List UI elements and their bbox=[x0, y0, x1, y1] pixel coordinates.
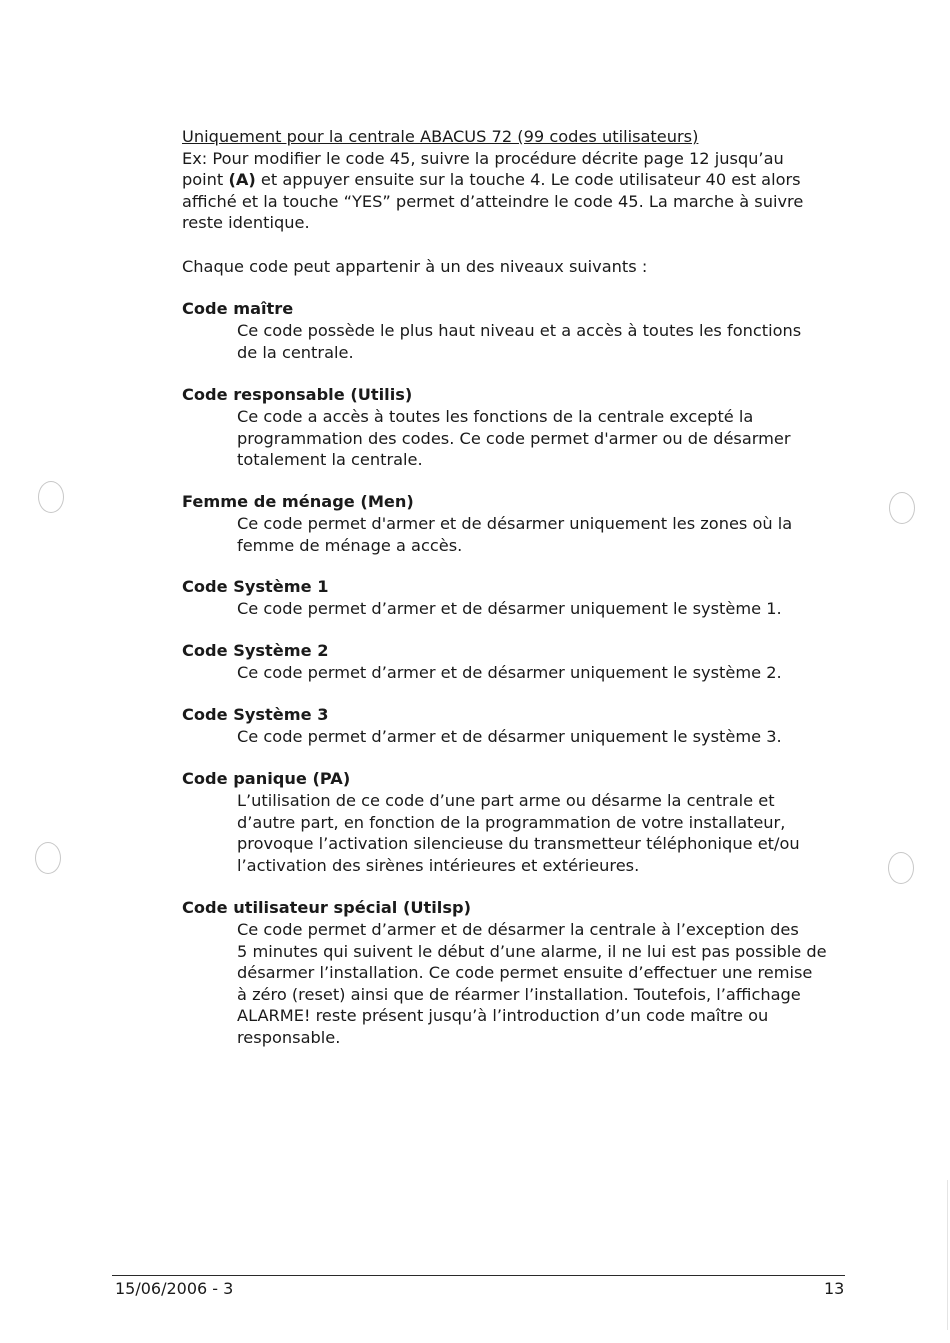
level-entry-master bbox=[182, 298, 850, 363]
description-line: programmation des codes. Ce code permet d'armer ou de désarmer bbox=[237, 428, 791, 448]
step-reference: (A) bbox=[228, 170, 256, 189]
intro-line-2-end: et appuyer ensuite sur la touche 4. Le code utilisateur 40 est alors bbox=[255, 170, 801, 189]
level-entry-system-3 bbox=[182, 704, 850, 748]
level-title: Code Système 3 bbox=[182, 705, 329, 724]
description-line: Ce code permet d’armer et de désarmer uniquement le système 2. bbox=[237, 663, 782, 682]
level-description bbox=[237, 320, 850, 363]
intro-line-2-start: point bbox=[182, 170, 229, 189]
description-line: Ce code permet d'armer et de désarmer uniquement les zones où la bbox=[237, 514, 793, 533]
description-line: ALARME! reste présent jusqu’à l’introduction d’un code maître ou bbox=[237, 1006, 769, 1025]
description-line: totalement la centrale. bbox=[237, 450, 423, 469]
level-title: Code panique (PA) bbox=[182, 769, 351, 788]
level-description bbox=[237, 790, 850, 876]
level-entry-special-user bbox=[182, 897, 850, 1048]
footer-rule bbox=[112, 1275, 845, 1276]
level-title: Code Système 2 bbox=[182, 641, 329, 660]
level-title: Code utilisateur spécial (Utilsp) bbox=[182, 898, 471, 917]
description-line: 5 minutes qui suivent le début d’une alarme, il ne lui est pas possible de bbox=[237, 941, 827, 961]
intro-line-2 bbox=[182, 169, 850, 191]
level-description bbox=[237, 662, 850, 684]
description-line: désarmer l’installation. Ce code permet ensuite d’effectuer une remise bbox=[237, 963, 813, 982]
description-line: l’activation des sirènes intérieures et extérieures. bbox=[237, 855, 640, 875]
level-description bbox=[237, 726, 850, 748]
level-description bbox=[237, 598, 850, 620]
intro-section bbox=[182, 126, 850, 277]
description-line: de la centrale. bbox=[237, 342, 354, 362]
punch-hole-left-top bbox=[38, 481, 64, 513]
punch-hole-right-top bbox=[889, 492, 915, 524]
level-title: Code responsable (Utilis) bbox=[182, 385, 413, 404]
description-line: à zéro (reset) ainsi que de réarmer l’installation. Toutefois, l’affichage bbox=[237, 984, 801, 1004]
level-description bbox=[237, 513, 850, 556]
level-entry-housekeeper bbox=[182, 491, 850, 556]
footer-date-version: 15/06/2006 - 3 bbox=[115, 1279, 234, 1298]
level-entry-system-2 bbox=[182, 640, 850, 684]
intro-line-3: affiché et la touche “YES” permet d’atteindre le code 45. La marche à suivre bbox=[182, 191, 804, 211]
description-line: Ce code permet d’armer et de désarmer la centrale à l’exception des bbox=[237, 920, 799, 939]
description-line: Ce code a accès à toutes les fonctions de la centrale excepté la bbox=[237, 407, 754, 426]
level-entry-system-1 bbox=[182, 576, 850, 620]
intro-line-1: Ex: Pour modifier le code 45, suivre la procédure décrite page 12 jusqu’au bbox=[182, 148, 784, 168]
description-line: responsable. bbox=[237, 1027, 341, 1047]
punch-hole-left-bottom bbox=[35, 842, 61, 874]
description-line: Ce code permet d’armer et de désarmer uniquement le système 3. bbox=[237, 727, 782, 746]
page-content bbox=[182, 126, 850, 1047]
level-entry-panic bbox=[182, 768, 850, 876]
level-title: Code Système 1 bbox=[182, 577, 329, 596]
level-description bbox=[237, 406, 850, 471]
levels-intro: Chaque code peut appartenir à un des niveaux suivants : bbox=[182, 256, 648, 276]
level-title: Femme de ménage (Men) bbox=[182, 492, 414, 511]
level-entry-responsible bbox=[182, 384, 850, 471]
description-line: femme de ménage a accès. bbox=[237, 535, 463, 555]
scan-edge-mark bbox=[947, 1180, 948, 1330]
level-title: Code maître bbox=[182, 299, 294, 318]
description-line: Ce code possède le plus haut niveau et a accès à toutes les fonctions bbox=[237, 321, 802, 340]
footer-page-number: 13 bbox=[824, 1279, 845, 1298]
description-line: d’autre part, en fonction de la programmation de votre installateur, bbox=[237, 812, 786, 832]
punch-hole-right-bottom bbox=[888, 852, 914, 884]
description-line: Ce code permet d’armer et de désarmer uniquement le système 1. bbox=[237, 599, 782, 618]
description-line: L’utilisation de ce code d’une part arme ou désarme la centrale et bbox=[237, 791, 775, 810]
description-line: provoque l’activation silencieuse du transmetteur téléphonique et/ou bbox=[237, 834, 800, 853]
intro-line-4: reste identique. bbox=[182, 213, 310, 232]
level-description bbox=[237, 919, 850, 1048]
section-heading: Uniquement pour la centrale ABACUS 72 (99 codes utilisateurs) bbox=[182, 127, 699, 146]
